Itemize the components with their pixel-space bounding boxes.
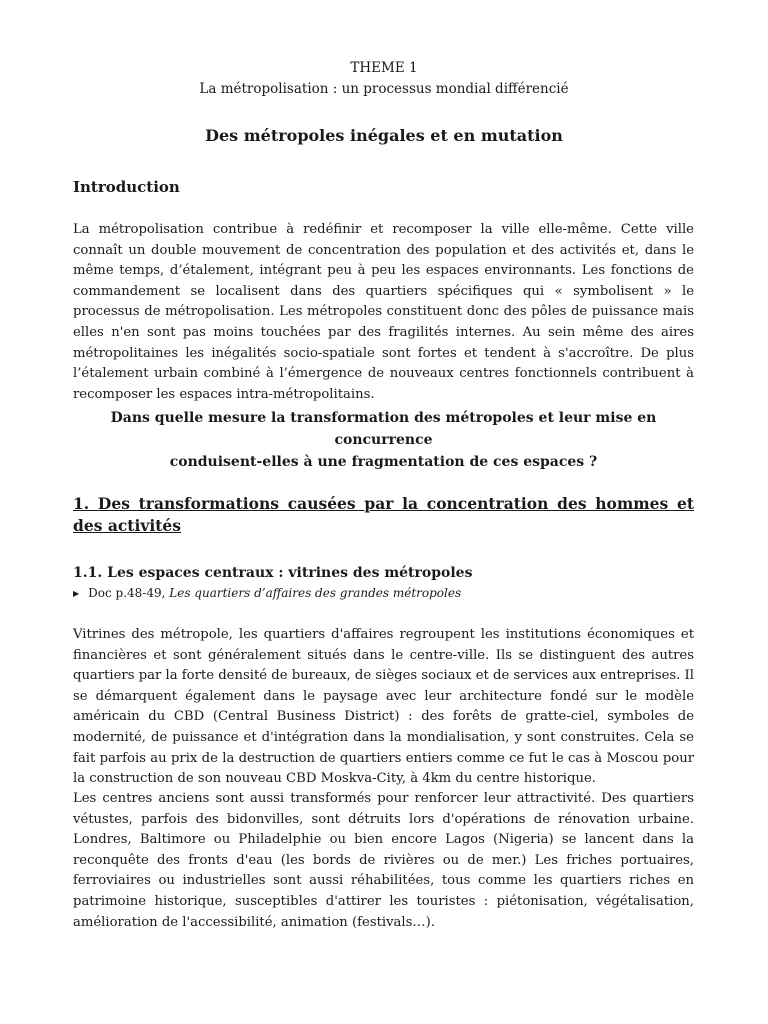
introduction-paragraph: La métropolisation contribue à redéfinir et recomposer la ville elle-même. Cette ville connaît un double mouvement de concentration des population et des activités et, dans le même temps, d’étalement, intégrant peu à peu les espaces environnants. Les fonctions de commandement se localisent dans des quartiers spécifiques qui « symbolisent » le processus de métropolisation. Les métropoles constituent donc des pôles de puissance mais elles n'en sont pas moins touchées par des fragilités internes. Au sein même des aires métropolitaines les inégalités socio-spatiale sont fortes et tendent à s'accroître. De plus l’étalement urbain combiné à l’émergence de nouveaux centres fonctionnels contribuent à recomposer les espaces intra-métropolitains. [73, 222, 694, 402]
section-1-heading: 1. Des transformations causées par la concentration des hommes et des activités [73, 494, 694, 535]
doc-reference-pages: Doc p.48-49, [88, 586, 170, 600]
page-title: Des métropoles inégales et en mutation [205, 126, 563, 145]
centres-anciens-paragraph: Les centres anciens sont aussi transformés pour renforcer leur attractivité. Des quartiers vétustes, parfois des bidonvilles, sont détruits lors d'opérations de rénovation urbaine. Londres, Baltimore ou Philadelphie ou bien encore Lagos (Nigeria) se lancent dans la reconquête des fronts d'eau (les bords de rivières ou de mer.) Les friches portuaires, ferroviaires ou industrielles sont aussi réhabilitées, tous comme les quartiers riches en patrimoine historique, susceptibles d'attirer les touristes : piétonisation, végétalisation, amélioration de l'accessibilité, animation (festivals…). [73, 791, 694, 930]
vitrines-paragraph: Vitrines des métropole, les quartiers d'affaires regroupent les institutions économiques et financières et sont généralement situés dans le centre-ville. Ils se distinguent des autres quartiers par la forte densité de bureaux, de sièges sociaux et de services aux entreprises. Il se démarquent également dans le paysage avec leur architecture fondé sur le modèle américain du CBD (Central Business District) : des forêts de gratte-ciel, symboles de modernité, de puissance et d'intégration dans la mondialisation, y sont construites. Cela se fait parfois au prix de la destruction de quartiers entiers comme ce fut le cas à Moscou pour la construction de son nouveau CBD Moskva-City, à 4km du centre historique. [73, 627, 694, 787]
bullet-arrow-icon: ▶ [73, 589, 80, 598]
problematic-line-2: conduisent-elles à une fragmentation de ces espaces ? [169, 454, 598, 470]
problematic-question [73, 407, 694, 473]
document-reference [73, 584, 461, 603]
subsection-1-1-heading: 1.1. Les espaces centraux : vitrines des métropoles [73, 565, 473, 581]
theme-subtitle: La métropolisation : un processus mondial différencié [199, 81, 569, 97]
doc-reference-title: Les quartiers d’affaires des grandes métropoles [169, 586, 462, 600]
theme-label: THEME 1 [350, 60, 418, 76]
introduction-heading: Introduction [73, 178, 180, 196]
problematic-line-1: Dans quelle mesure la transformation des métropoles et leur mise en concurrence [110, 410, 657, 448]
